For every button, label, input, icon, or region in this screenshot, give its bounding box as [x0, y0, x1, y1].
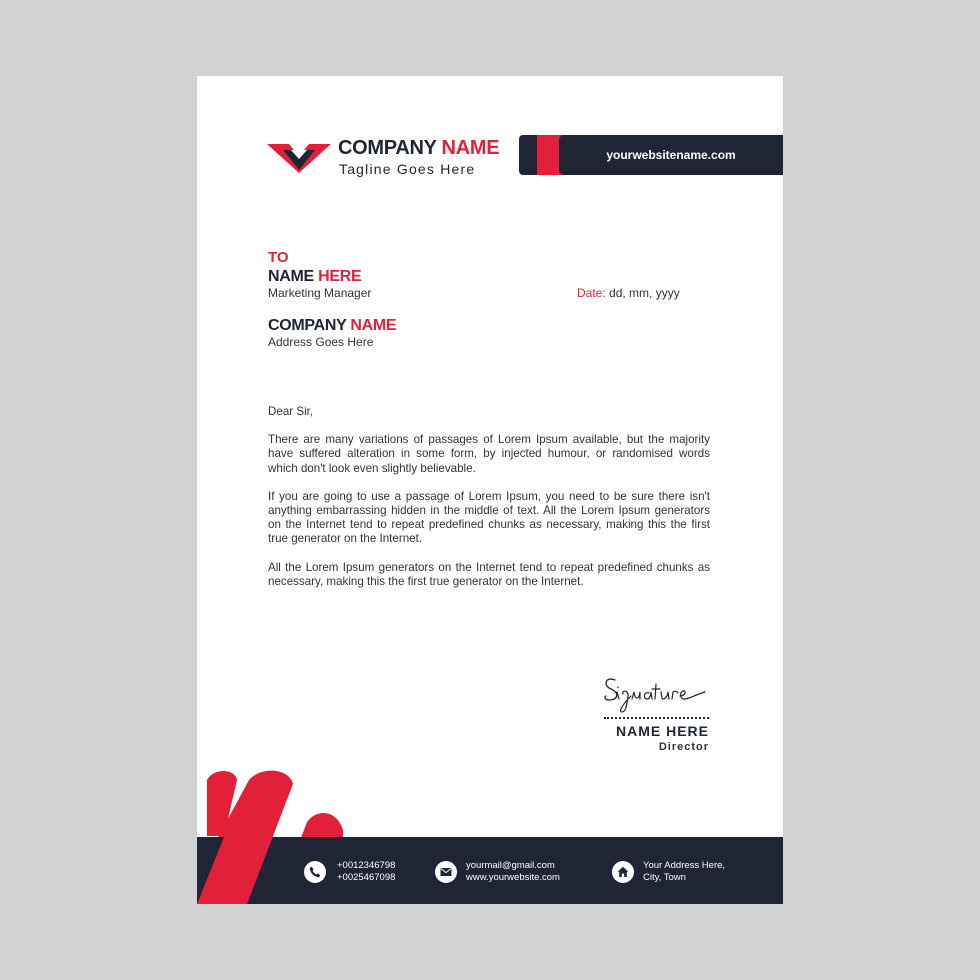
- letter-date: Date: dd, mm, yyyy: [577, 286, 680, 300]
- recipient-role: Marketing Manager: [268, 286, 372, 300]
- recipient-address: Address Goes Here: [268, 335, 374, 349]
- footer-email: yourmail@gmail.com www.yourwebsite.com: [466, 860, 560, 883]
- handwritten-signature: [601, 672, 711, 720]
- letterhead-page: [197, 76, 783, 904]
- letter-body: [268, 405, 710, 603]
- phone-icon: [304, 861, 326, 883]
- decorative-shapes: [197, 766, 357, 904]
- recipient-name: NAME HERE: [268, 268, 362, 285]
- paragraph: All the Lorem Ipsum generators on the Internet tend to repeat predefined chunks as necessary, making this the first true generator on the Internet.: [268, 560, 710, 588]
- tagline: Tagline Goes Here: [339, 161, 476, 177]
- email-icon: [435, 861, 457, 883]
- footer-phone: +0012346798 +0025467098: [337, 860, 396, 883]
- signatory-title: Director: [658, 741, 709, 753]
- website-link[interactable]: yourwebsitename.com: [606, 148, 736, 162]
- paragraph: There are many variations of passages of Lorem Ipsum available, but the majority have suffered alteration in some form, by injected humour, or randomised words which don't look even slightly believable.: [268, 433, 710, 475]
- to-label: TO: [268, 249, 289, 266]
- company-name: COMPANY NAME: [338, 137, 500, 159]
- signature-line: [604, 717, 709, 719]
- recipient-company: COMPANY NAME: [268, 317, 397, 334]
- footer-address: Your Address Here, City, Town: [643, 860, 726, 883]
- paragraph: If you are going to use a passage of Lorem Ipsum, you need to be sure there isn't anything embarrassing hidden in the middle of text. All the Lorem Ipsum generators on the Internet tend to repeat predefined chunks as necessary, making this the first true generator on the Internet.: [268, 489, 710, 546]
- greeting: Dear Sir,: [268, 405, 314, 418]
- logo-icon: [267, 140, 331, 176]
- signatory-name: NAME HERE: [615, 723, 709, 739]
- home-icon: [612, 861, 634, 883]
